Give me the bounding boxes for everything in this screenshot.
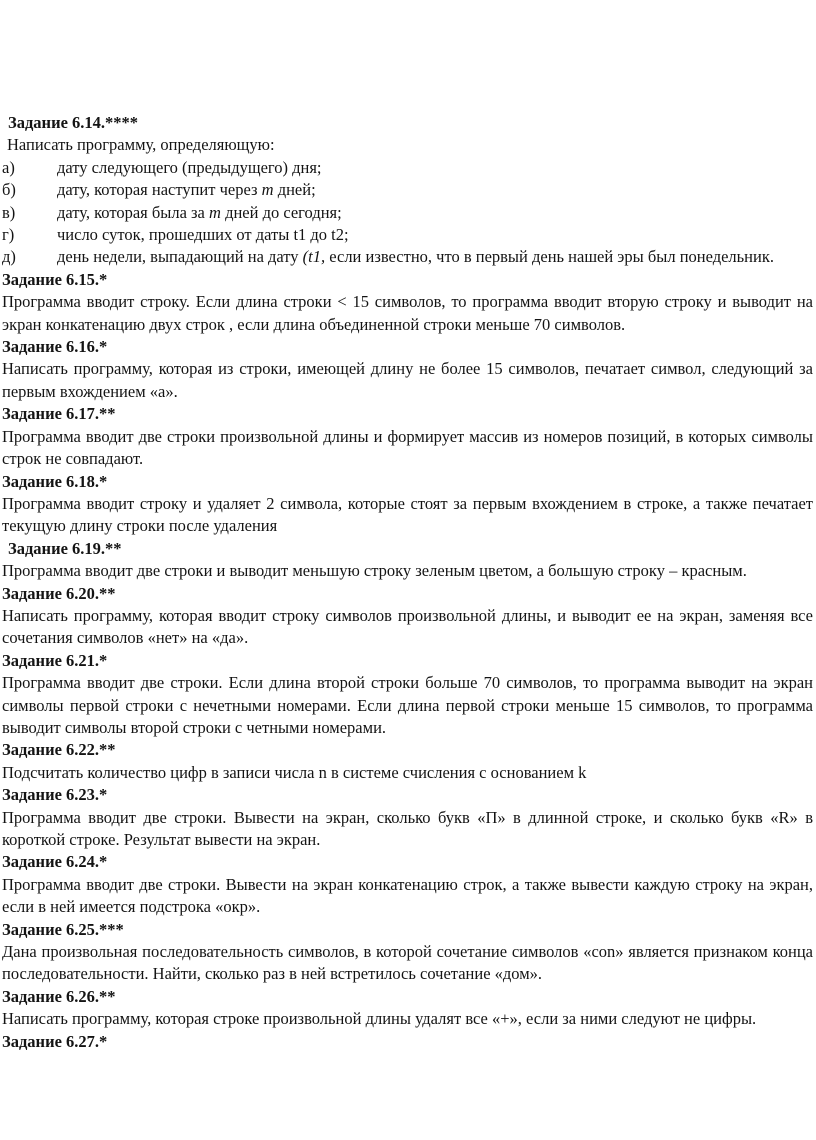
list-item-text: число суток, прошедших от даты t1 до t2; [57,225,349,245]
task-title: Задание 6.16.* [2,337,108,357]
list-item-label: д) [2,247,16,267]
italic-text: (t1, [302,247,326,267]
task-title: Задание 6.25.*** [2,919,124,939]
task-6-23 [2,784,813,851]
italic-text: m [261,180,274,200]
task-intro: Написать программу, определяющую: [7,135,275,155]
task-text: Дана произвольная последовательность символов, в которой сочетание символов «con» является признаком конца последовательности. Найти, сколько раз в ней встретилось сочетание «дом». [2,942,813,984]
task-text: Программа вводит две строки. Вывести на экран, сколько букв «П» в длинной строке, и сколько букв «R» в короткой строке. Результат вывести на экран. [2,807,813,849]
task-title: Задание 6.17.** [2,404,116,424]
task-6-21 [2,650,813,740]
task-text: Программа вводит строку и удаляет 2 символа, которые стоят за первым вхождением в строке, а также печатает текущую длину строки после удаления [2,493,813,536]
task-text: Программа вводит строку. Если длина строки < 15 символов, то программа вводит вторую строку и выводит на экран конкатенацию двух строк , если длина объединенной строки меньше 70 символов. [2,292,813,334]
list-item-label: г) [2,225,15,245]
task-title: Задание 6.24.* [2,852,108,872]
list-item-g [2,224,813,246]
task-6-22 [2,739,813,784]
task-title: Задание 6.23.* [2,785,108,805]
task-6-14 [2,112,813,269]
task-title: Задание 6.22.** [2,740,116,760]
task-text: Программа вводит две строки и выводит меньшую строку зеленым цветом, а большую строку – красным. [2,561,747,581]
task-title: Задание 6.15.* [2,269,108,289]
task-title: Задание 6.18.* [2,471,108,491]
list-item-text: дней до сегодня; [220,202,342,222]
task-text: Написать программу, которая строке произвольной длины удалят все «+», если за ними следуют не цифры. [2,1009,757,1029]
list-item-text: если известно, что в первый день нашей эры был понедельник. [325,247,774,267]
list-item-text: дату, которая наступит через [57,180,262,200]
task-text: Программа вводит две строки. Вывести на экран конкатенацию строк, а также вывести каждую строку на экран, если в ней имеется подстрока «окр». [2,874,813,917]
task-text: Программа вводит две строки. Если длина второй строки больше 70 символов, то программа выводит на экран символы первой строки с нечетными номерами. Если длина первой строки меньше 15 символов, то программа выводит символы второй строки с четными номерами. [2,673,813,737]
task-6-26 [2,986,813,1031]
task-title: Задание 6.27.* [2,1031,108,1051]
task-6-20 [2,583,813,650]
task-title: Задание 6.19.** [8,538,122,558]
task-title: Задание 6.21.* [2,650,108,670]
task-title: Задание 6.14.**** [8,113,139,132]
list-item-text: дней; [273,180,316,200]
list-item-text: дату, которая была за [57,202,210,222]
task-text: Программа вводит две строки произвольной длины и формирует массив из номеров позиций, в которых символы строк не совпадают. [2,426,813,469]
task-text: Подсчитать количество цифр в записи числа n в системе счисления с основанием k [2,762,587,782]
task-6-19 [2,538,813,583]
task-title: Задание 6.20.** [2,583,116,603]
task-text: Написать программу, которая вводит строку символов произвольной длины, и выводит ее на экран, заменяя все сочетания символов «нет» на «да». [2,605,813,648]
task-6-16 [2,336,813,403]
list-item-v [2,202,813,224]
task-6-17 [2,403,813,470]
list-item-text: день недели, выпадающий на дату [57,247,303,267]
list-item-text: дату следующего (предыдущего) дня; [57,157,322,177]
task-6-25 [2,919,813,986]
task-text: Написать программу, которая из строки, имеющей длину не более 15 символов, печатает символ, следующий за первым вхождением «а». [2,359,813,401]
list-item-label: б) [2,180,16,200]
list-item-a [2,157,813,179]
task-6-27 [2,1031,813,1053]
task-6-18 [2,471,813,538]
list-item-label: в) [2,202,16,222]
list-item-label: а) [2,157,15,177]
task-6-24 [2,851,813,918]
italic-text: m [209,202,221,222]
list-item-d [2,246,813,268]
task-6-15 [2,269,813,336]
task-title: Задание 6.26.** [2,986,116,1006]
list-item-b [2,179,813,201]
